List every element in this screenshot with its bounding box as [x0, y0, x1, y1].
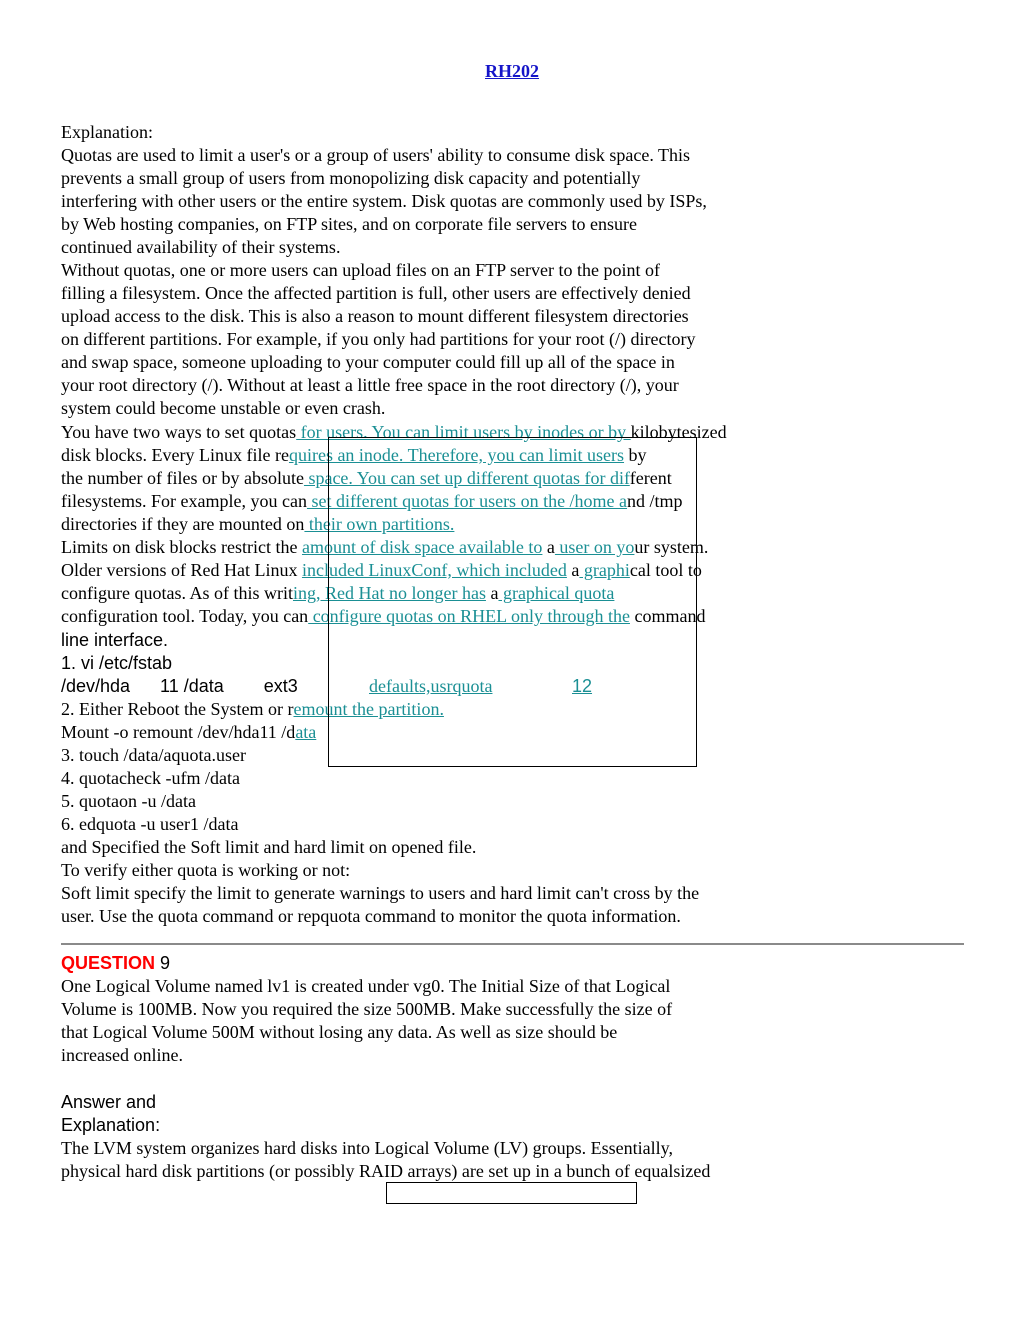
- link-fragment[interactable]: configure quotas on RHEL only through the: [308, 606, 630, 626]
- question-number: 9: [155, 953, 171, 973]
- text-line: disk blocks. Every Linux file requires an inode. Therefore, you can limit users by: [61, 445, 647, 465]
- link-fragment[interactable]: graphi: [579, 560, 630, 580]
- link-fragment[interactable]: included LinuxConf, which included: [301, 560, 567, 580]
- text-line: configure quotas. As of this writing, Red Hat no longer has a graphical quota: [61, 583, 615, 603]
- text-line: Soft limit specify the limit to generate warnings to users and hard limit can't cross by the: [61, 883, 700, 903]
- fstab-options-link[interactable]: defaults,usrquota: [369, 676, 493, 696]
- explanation-heading: Explanation:: [61, 122, 153, 142]
- answer-heading: Answer and: [61, 1092, 157, 1112]
- link-fragment[interactable]: set different quotas for users on the /home a: [306, 491, 628, 511]
- text-line: directories if they are mounted on their own partitions.: [61, 514, 455, 534]
- step-line: 3. touch /data/aquota.user: [61, 745, 246, 765]
- step-line: 5. quotaon -u /data: [61, 791, 196, 811]
- text-line: 1. vi /etc/fstab: [61, 653, 173, 673]
- text-line: line interface.: [61, 630, 169, 650]
- link-fragment[interactable]: quires an inode. Therefore, you can limit users: [288, 445, 625, 465]
- question-line: One Logical Volume named lv1 is created under vg0. The Initial Size of that Logical: [61, 976, 671, 996]
- link-fragment[interactable]: ing, Red Hat no longer has: [292, 583, 486, 603]
- answer-line: physical hard disk partitions (or possibly RAID arrays) are set up in a bunch of equalsized: [61, 1161, 711, 1181]
- question-line: that Logical Volume 500M without losing any data. As well as size should be: [61, 1022, 618, 1042]
- text-line: the number of files or by absolute space. You can set up different quotas for different: [61, 468, 672, 488]
- step-line: 6. edquota -u user1 /data: [61, 814, 239, 834]
- text-line: You have two ways to set quotas for users. You can limit users by inodes or by kilobytesized: [61, 422, 727, 442]
- page-title: [0, 61, 1024, 82]
- link-fragment[interactable]: graphical quota: [498, 583, 615, 603]
- text-line: user. Use the quota command or repquota command to monitor the quota information.: [61, 906, 681, 926]
- link-fragment[interactable]: ata: [295, 722, 317, 742]
- overlay-box: [328, 437, 697, 767]
- text-line: Limits on disk blocks restrict the amount of disk space available to a user on your system.: [61, 537, 709, 557]
- fstab-line: /dev/hda 11 /data ext3: [61, 676, 298, 696]
- text-line: Older versions of Red Hat Linux included LinuxConf, which included a graphical tool to: [61, 560, 702, 580]
- text-line: on different partitions. For example, if you only had partitions for your root (/) directory: [61, 329, 696, 349]
- empty-box: [386, 1182, 637, 1204]
- text-line: prevents a small group of users from monopolizing disk capacity and potentially: [61, 168, 641, 188]
- fstab-dump-link[interactable]: 12: [572, 676, 593, 696]
- link-fragment[interactable]: their own partitions.: [304, 514, 455, 534]
- text-line: interfering with other users or the entire system. Disk quotas are commonly used by ISPs,: [61, 191, 707, 211]
- text-line: filling a filesystem. Once the affected partition is full, other users are effectively denied: [61, 283, 691, 303]
- text-line: your root directory (/). Without at least a little free space in the root directory (/), your: [61, 375, 679, 395]
- question-heading: [61, 952, 170, 975]
- question-label: QUESTION: [61, 953, 156, 973]
- link-fragment[interactable]: amount of disk space available to: [301, 537, 543, 557]
- text-line: system could become unstable or even crash.: [61, 398, 386, 418]
- text-line: To verify either quota is working or not:: [61, 860, 351, 880]
- title-link[interactable]: RH202: [485, 61, 539, 81]
- text-line: and Specified the Soft limit and hard limit on opened file.: [61, 837, 477, 857]
- text-line: upload access to the disk. This is also a reason to mount different filesystem directories: [61, 306, 689, 326]
- text-line: continued availability of their systems.: [61, 237, 341, 257]
- question-line: Volume is 100MB. Now you required the size 500MB. Make successfully the size of: [61, 999, 673, 1019]
- text-line: Quotas are used to limit a user's or a group of users' ability to consume disk space. This: [61, 145, 691, 165]
- step-line: 4. quotacheck -ufm /data: [61, 768, 240, 788]
- answer-line: The LVM system organizes hard disks into Logical Volume (LV) groups. Essentially,: [61, 1138, 673, 1158]
- link-fragment[interactable]: user on yo: [554, 537, 635, 557]
- link-fragment[interactable]: space. You can set up different quotas for dif: [303, 468, 630, 488]
- answer-heading: Explanation:: [61, 1115, 161, 1135]
- link-fragment[interactable]: for users. You can limit users by inodes or by: [296, 422, 631, 442]
- text-line: by Web hosting companies, on FTP sites, and on corporate file servers to ensure: [61, 214, 637, 234]
- question-line: increased online.: [61, 1045, 183, 1065]
- text-line: 2. Either Reboot the System or remount the partition.: [61, 699, 444, 719]
- section-divider: [61, 943, 964, 945]
- text-line: filesystems. For example, you can set different quotas for users on the /home and /tmp: [61, 491, 683, 511]
- text-line: configuration tool. Today, you can configure quotas on RHEL only through the command: [61, 606, 706, 626]
- text-line: and swap space, someone uploading to your computer could fill up all of the space in: [61, 352, 675, 372]
- text-line: Without quotas, one or more users can upload files on an FTP server to the point of: [61, 260, 660, 280]
- link-fragment[interactable]: emount the partition.: [293, 699, 444, 719]
- text-line: Mount -o remount /dev/hda11 /data: [61, 722, 317, 742]
